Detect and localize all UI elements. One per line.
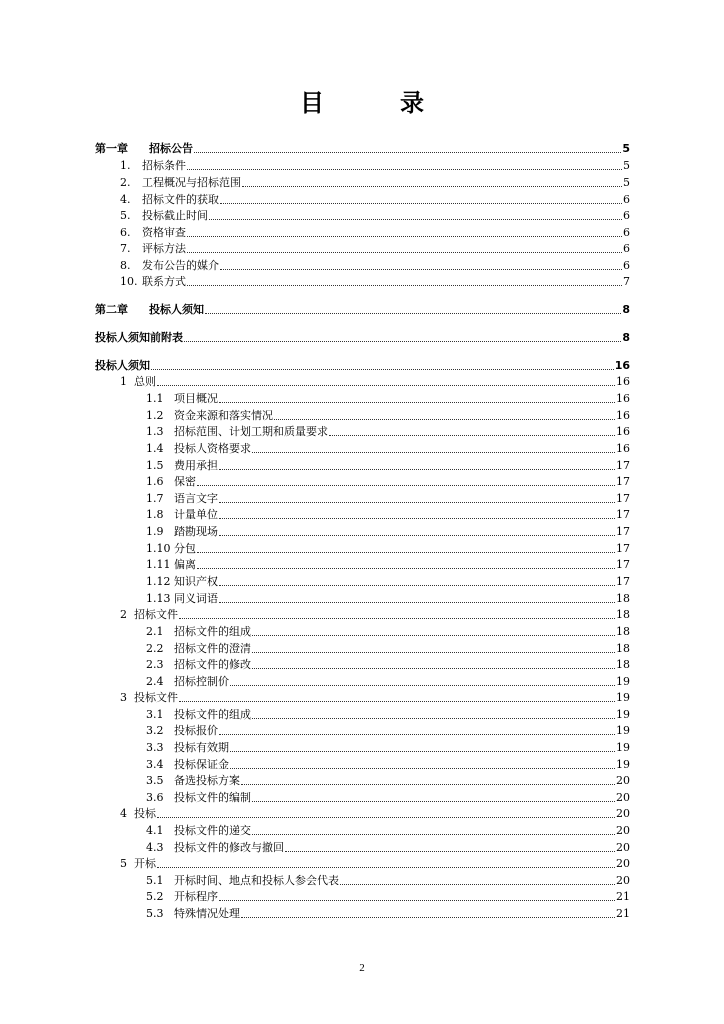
toc-entry-page: 6 — [623, 226, 630, 239]
toc-entry[interactable] — [95, 358, 630, 372]
dot-leader — [230, 767, 615, 769]
toc-entry[interactable] — [146, 591, 630, 605]
toc-entry-number: 2 — [120, 608, 127, 621]
toc-entry-page: 20 — [616, 774, 630, 787]
toc-entry-page: 18 — [616, 592, 630, 605]
dot-leader — [274, 418, 615, 420]
toc-entry[interactable] — [146, 491, 630, 505]
dot-leader — [220, 202, 622, 204]
dot-leader — [329, 434, 615, 436]
dot-leader — [194, 151, 621, 153]
toc-entry[interactable] — [146, 541, 630, 555]
toc-entry-label: 招标文件的澄清 — [174, 642, 251, 655]
toc-entry[interactable] — [146, 757, 630, 771]
toc-entry-page: 18 — [616, 625, 630, 638]
toc-entry[interactable] — [146, 474, 630, 488]
toc-entry[interactable] — [146, 657, 630, 671]
dot-leader — [340, 883, 615, 885]
toc-entry-label: 投标文件的编制 — [174, 791, 251, 804]
toc-entry-number: 1.6 — [146, 475, 164, 488]
dot-leader — [187, 235, 622, 237]
toc-entry-label: 投标人须知 — [149, 303, 204, 316]
toc-entry-label: 知识产权 — [174, 575, 218, 588]
toc-entry-number: 5 — [120, 857, 127, 870]
toc-entry-label: 招标文件的修改 — [174, 658, 251, 671]
toc-entry-label: 招标文件的组成 — [174, 625, 251, 638]
toc-entry-number: 2.1 — [146, 625, 164, 638]
toc-entry-number: 5.3 — [146, 907, 164, 920]
dot-leader — [209, 218, 622, 220]
dot-leader — [252, 833, 615, 835]
toc-entry-number: 1.11 — [146, 558, 171, 571]
toc-entry-label: 资格审查 — [142, 226, 186, 239]
toc-entry-number: 1.9 — [146, 525, 164, 538]
toc-entry-page: 5 — [623, 159, 630, 172]
toc-entry-label: 投标文件 — [134, 691, 178, 704]
toc-entry-label: 语言文字 — [174, 492, 218, 505]
toc-entry-page: 16 — [616, 375, 630, 388]
toc-entry-page: 19 — [616, 675, 630, 688]
dot-leader — [219, 501, 615, 503]
toc-entry-number: 1.10 — [146, 542, 171, 555]
toc-entry-number: 8. — [120, 259, 131, 272]
toc-entry-page: 19 — [616, 708, 630, 721]
toc-entry[interactable] — [120, 258, 630, 272]
toc-entry[interactable] — [120, 856, 630, 870]
toc-entry[interactable] — [120, 274, 630, 288]
toc-entry-number: 1.2 — [146, 409, 164, 422]
dot-leader — [157, 866, 615, 868]
toc-entry-number: 5. — [120, 209, 131, 222]
toc-entry-number: 1.7 — [146, 492, 164, 505]
toc-entry-number: 1 — [120, 375, 127, 388]
toc-entry-page: 20 — [616, 874, 630, 887]
toc-entry[interactable] — [146, 790, 630, 804]
toc-entry-label: 招标文件 — [134, 608, 178, 621]
dot-leader — [157, 384, 615, 386]
toc-entry[interactable] — [120, 208, 630, 222]
toc-entry-page: 16 — [616, 409, 630, 422]
dot-leader — [252, 451, 615, 453]
dot-leader — [285, 850, 615, 852]
toc-entry-label: 投标人须知 — [95, 359, 150, 372]
toc-entry[interactable] — [95, 302, 630, 316]
toc-entry-number: 3.6 — [146, 791, 164, 804]
toc-entry[interactable] — [120, 374, 630, 388]
toc-entry-label: 招标文件的获取 — [142, 193, 219, 206]
toc-entry-number: 1.3 — [146, 425, 164, 438]
dot-leader — [252, 634, 615, 636]
toc-entry-label: 联系方式 — [142, 275, 186, 288]
toc-entry[interactable] — [146, 823, 630, 837]
toc-entry-label: 分包 — [174, 542, 196, 555]
dot-leader — [252, 667, 615, 669]
toc-entry-number: 1.1 — [146, 392, 164, 405]
toc-entry-number: 2.3 — [146, 658, 164, 671]
toc-entry-label: 投标有效期 — [174, 741, 229, 754]
dot-leader — [252, 800, 615, 802]
toc-entry-page: 16 — [616, 425, 630, 438]
toc-entry-label: 保密 — [174, 475, 196, 488]
toc-entry-page: 21 — [616, 907, 630, 920]
toc-entry-number: 3.5 — [146, 774, 164, 787]
dot-leader — [241, 783, 615, 785]
toc-entry-label: 开标时间、地点和投标人参会代表 — [174, 874, 339, 887]
toc-entry-number: 5.1 — [146, 874, 164, 887]
dot-leader — [252, 651, 615, 653]
toc-entry-number: 3.1 — [146, 708, 164, 721]
toc-entry-label: 项目概况 — [174, 392, 218, 405]
toc-entry-label: 偏离 — [174, 558, 196, 571]
toc-entry-page: 16 — [614, 359, 630, 372]
toc-entry-label: 招标公告 — [149, 142, 193, 155]
toc-entry-number: 3.4 — [146, 758, 164, 771]
toc-entry[interactable] — [146, 574, 630, 588]
toc-entry-number: 5.2 — [146, 890, 164, 903]
toc-entry-page: 17 — [616, 525, 630, 538]
toc-entry-label: 特殊情况处理 — [174, 907, 240, 920]
page-title: 目 录 — [300, 88, 450, 117]
toc-entry-label: 费用承担 — [174, 459, 218, 472]
toc-entry-page: 6 — [623, 193, 630, 206]
dot-leader — [230, 684, 615, 686]
toc-entry-page: 20 — [616, 791, 630, 804]
toc-entry-number: 6. — [120, 226, 131, 239]
dot-leader — [219, 584, 615, 586]
toc-entry-page: 17 — [616, 459, 630, 472]
toc-entry-number: 7. — [120, 242, 131, 255]
toc-entry[interactable] — [146, 458, 630, 472]
toc-entry-label: 投标人须知前附表 — [95, 331, 183, 344]
toc-entry-page: 6 — [623, 242, 630, 255]
toc-entry[interactable] — [146, 840, 630, 854]
toc-entry-page: 17 — [616, 575, 630, 588]
dot-leader — [219, 899, 615, 901]
dot-leader — [219, 468, 615, 470]
toc-entry-label: 投标人资格要求 — [174, 442, 251, 455]
toc-entry-page: 8 — [622, 331, 630, 344]
toc-entry-label: 投标保证金 — [174, 758, 229, 771]
dot-leader — [205, 312, 621, 314]
toc-entry-page: 6 — [623, 209, 630, 222]
dot-leader — [187, 168, 622, 170]
toc-entry-label: 总则 — [134, 375, 156, 388]
toc-entry-page: 19 — [616, 741, 630, 754]
toc-entry-page: 7 — [623, 275, 630, 288]
toc-entry-page: 6 — [623, 259, 630, 272]
toc-entry-page: 17 — [616, 475, 630, 488]
toc-entry-page: 20 — [616, 857, 630, 870]
toc-entry-number: 3.3 — [146, 741, 164, 754]
dot-leader — [241, 916, 615, 918]
dot-leader — [187, 251, 622, 253]
toc-entry[interactable] — [95, 330, 630, 344]
dot-leader — [219, 733, 615, 735]
toc-entry[interactable] — [146, 441, 630, 455]
dot-leader — [242, 185, 622, 187]
toc-entry-label: 开标程序 — [174, 890, 218, 903]
toc-entry[interactable] — [120, 158, 630, 172]
toc-entry-label: 招标范围、计划工期和质量要求 — [174, 425, 328, 438]
toc-entry[interactable] — [120, 175, 630, 189]
toc-entry-number: 第二章 — [95, 303, 128, 316]
dot-leader — [187, 284, 622, 286]
toc-entry-page: 16 — [616, 442, 630, 455]
toc-entry-label: 踏勘现场 — [174, 525, 218, 538]
dot-leader — [230, 750, 615, 752]
toc-entry-page: 18 — [616, 608, 630, 621]
dot-leader — [197, 484, 615, 486]
toc-entry[interactable] — [120, 225, 630, 239]
dot-leader — [151, 368, 614, 370]
toc-entry-page: 5 — [622, 142, 630, 155]
dot-leader — [184, 340, 621, 342]
toc-entry-label: 同义词语 — [174, 592, 218, 605]
toc-entry-label: 开标 — [134, 857, 156, 870]
toc-entry-page: 17 — [616, 508, 630, 521]
toc-entry-page: 18 — [616, 658, 630, 671]
dot-leader — [220, 268, 622, 270]
toc-entry-number: 10. — [120, 275, 138, 288]
toc-entry[interactable] — [146, 707, 630, 721]
toc-entry-label: 发布公告的媒介 — [142, 259, 219, 272]
toc-entry[interactable] — [146, 773, 630, 787]
toc-entry[interactable] — [146, 524, 630, 538]
dot-leader — [219, 601, 615, 603]
toc-entry-number: 1.8 — [146, 508, 164, 521]
toc-entry-label: 招标控制价 — [174, 675, 229, 688]
dot-leader — [197, 551, 615, 553]
toc-entry[interactable] — [95, 141, 630, 155]
toc-entry-page: 16 — [616, 392, 630, 405]
toc-entry-number: 1.13 — [146, 592, 171, 605]
toc-entry[interactable] — [146, 391, 630, 405]
toc-entry[interactable] — [120, 806, 630, 820]
toc-entry-page: 19 — [616, 758, 630, 771]
toc-entry-number: 1. — [120, 159, 131, 172]
toc-entry-page: 20 — [616, 824, 630, 837]
toc-entry-label: 评标方法 — [142, 242, 186, 255]
dot-leader — [252, 717, 615, 719]
toc-entry[interactable] — [120, 607, 630, 621]
toc-entry[interactable] — [146, 889, 630, 903]
toc-entry-label: 投标文件的修改与撤回 — [174, 841, 284, 854]
toc-entry-label: 计量单位 — [174, 508, 218, 521]
toc-entry-number: 1.5 — [146, 459, 164, 472]
toc-entry-number: 2.2 — [146, 642, 164, 655]
toc-entry[interactable] — [146, 557, 630, 571]
toc-entry-page: 17 — [616, 542, 630, 555]
toc-entry[interactable] — [146, 723, 630, 737]
toc-entry-label: 投标文件的递交 — [174, 824, 251, 837]
toc-entry[interactable] — [120, 241, 630, 255]
toc-entry-page: 19 — [616, 724, 630, 737]
toc-entry-page: 20 — [616, 807, 630, 820]
toc-entry[interactable] — [146, 906, 630, 920]
dot-leader — [179, 617, 615, 619]
toc-entry[interactable] — [146, 408, 630, 422]
dot-leader — [179, 700, 615, 702]
dot-leader — [219, 401, 615, 403]
toc-entry-number: 2. — [120, 176, 131, 189]
dot-leader — [219, 517, 615, 519]
toc-entry-page: 18 — [616, 642, 630, 655]
toc-entry-label: 招标条件 — [142, 159, 186, 172]
toc-entry-label: 投标报价 — [174, 724, 218, 737]
dot-leader — [219, 534, 615, 536]
toc-entry[interactable] — [120, 192, 630, 206]
toc-entry-number: 第一章 — [95, 142, 128, 155]
toc-entry-number: 4.1 — [146, 824, 164, 837]
toc-entry-number: 4. — [120, 193, 131, 206]
toc-entry-label: 资金来源和落实情况 — [174, 409, 273, 422]
dot-leader — [197, 567, 615, 569]
toc-entry-number: 1.12 — [146, 575, 171, 588]
toc-entry-number: 2.4 — [146, 675, 164, 688]
toc-entry-page: 17 — [616, 558, 630, 571]
page-number: 2 — [359, 962, 365, 974]
toc-entry[interactable] — [146, 507, 630, 521]
toc-entry-page: 19 — [616, 691, 630, 704]
toc-entry-page: 8 — [622, 303, 630, 316]
toc-entry[interactable] — [146, 424, 630, 438]
toc-entry[interactable] — [120, 690, 630, 704]
toc-entry-page: 21 — [616, 890, 630, 903]
toc-entry-number: 4 — [120, 807, 127, 820]
toc-entry-label: 投标文件的组成 — [174, 708, 251, 721]
toc-entry-number: 3.2 — [146, 724, 164, 737]
toc-entry-page: 17 — [616, 492, 630, 505]
toc-entry[interactable] — [146, 740, 630, 754]
toc-entry[interactable] — [146, 641, 630, 655]
toc-entry-label: 备选投标方案 — [174, 774, 240, 787]
toc-entry-label: 投标 — [134, 807, 156, 820]
toc-entry[interactable] — [146, 873, 630, 887]
toc-entry-number: 3 — [120, 691, 127, 704]
toc-entry-page: 5 — [623, 176, 630, 189]
toc-entry-label: 投标截止时间 — [142, 209, 208, 222]
toc-entry[interactable] — [146, 624, 630, 638]
toc-entry[interactable] — [146, 674, 630, 688]
dot-leader — [157, 816, 615, 818]
toc-entry-number: 4.3 — [146, 841, 164, 854]
toc-entry-number: 1.4 — [146, 442, 164, 455]
toc-entry-page: 20 — [616, 841, 630, 854]
toc-entry-label: 工程概况与招标范围 — [142, 176, 241, 189]
